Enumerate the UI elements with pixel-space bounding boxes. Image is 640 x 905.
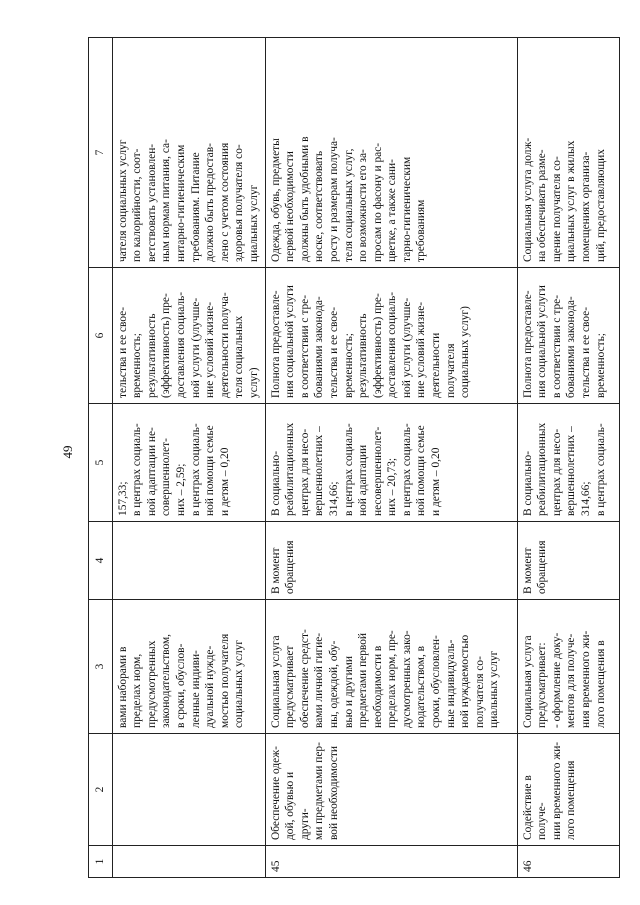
cell-delivery-term: В момент обращения xyxy=(265,522,517,600)
cell-norms: 157,33; в центрах социаль- ной адаптации не- совершеннолет- них – 2,59; в центрах социаль- ной помощи семье и детям – 0,20 xyxy=(112,404,265,522)
cell-quality-indicators: Полнота предоставле- ния социальной услуги в соответствии с тре- бованиями законода- тельства и ее свое- временность; результативность (эффективность) пре- доставления социаль- ной услуги (улучше- ние условий жизне- деятельности получателя социальных услуг) xyxy=(265,268,517,404)
column-number-5: 5 xyxy=(89,404,113,522)
cell-conditions: Одежда, обувь, предметы первой необходимости должны быть удобными в носке, соответствовать росту и размерам получа- теля социальных услуг, по возможности его за- просам по фасону и рас- цветке, а также сани- тарно-гигиеническим требованиям xyxy=(265,38,517,268)
table-row xyxy=(517,38,619,878)
column-number-1: 1 xyxy=(89,846,113,878)
cell-service-description: Социальная услуга предусматривает: - оформление доку- ментов для получе- ния временного жи- лого помещения в xyxy=(517,600,619,734)
services-table xyxy=(88,37,620,878)
cell-service-name: Обеспечение одеж- дой, обувью и други- ми предметами пер- вой необходимости xyxy=(265,734,517,846)
page-number: 49 xyxy=(60,445,75,459)
cell-quality-indicators: Полнота предоставле- ния социальной услуги в соответствии с тре- бованиями законода- тельства и ее свое- временность; xyxy=(517,268,619,404)
column-number-6: 6 xyxy=(89,268,113,404)
cell-service-name: Содействие в получе- нии временного жи- лого помещения xyxy=(517,734,619,846)
cell-norms: В социально- реабилитационных центрах для несо- вершеннолетних – 314,66; в центрах социаль- ной адаптации несовершеннолет- них – 20,73; в центрах социаль- ной помощи семье и детям – 0,20 xyxy=(265,404,517,522)
cell-delivery-term: В момент обращения xyxy=(517,522,619,600)
table-row xyxy=(265,38,517,878)
cell-number: 45 xyxy=(265,846,517,878)
cell-service-description: Социальная услуга предусматривает обеспечение средст- вами личной гигие- ны, одеждой, обу- вью и другими предметами первой необходимости в пределах норм, пре- дусмотренных зако- нодательством, в сроки, обусловлен- ные индивидуаль- ной нуждаемостью получателя со- циальных услуг xyxy=(265,600,517,734)
cell-conditions: Социальная услуга долж- на обеспечивать разме- щение получателя со- циальных услуг в жилых помещениях организа- ций, предоставляющих xyxy=(517,38,619,268)
cell-delivery-term xyxy=(112,522,265,600)
cell-norms: В социально- реабилитационных центрах для несо- вершеннолетних – 314,66; в центрах социаль- xyxy=(517,404,619,522)
cell-service-name xyxy=(112,734,265,846)
column-number-3: 3 xyxy=(89,600,113,734)
cell-number: 46 xyxy=(517,846,619,878)
rotated-page-content xyxy=(88,38,612,878)
column-number-4: 4 xyxy=(89,522,113,600)
cell-service-description: вами наборами в пределах норм, предусмотренных законодательством, в сроки, обуслов- ленные индиви- дуальной нужде- мостью получателя социальных услуг xyxy=(112,600,265,734)
cell-quality-indicators: тельства и ее свое- временность; результативность (эффективность) пре- доставления социаль- ной услуги (улучше- ние условий жизне- деятельности получа- теля социальных услуг) xyxy=(112,268,265,404)
cell-conditions: чателя социальных услуг по калорийности, соот- ветствовать установлен- ным нормам питания, са- нитарно-гигиеническим требованиям. Питание должно быть предостав- лено с учетом состояния здоровья получателя со- циальных услуг xyxy=(112,38,265,268)
column-number-2: 2 xyxy=(89,734,113,846)
table-header-row xyxy=(89,38,113,878)
cell-number xyxy=(112,846,265,878)
table-row xyxy=(112,38,265,878)
column-number-7: 7 xyxy=(89,38,113,268)
